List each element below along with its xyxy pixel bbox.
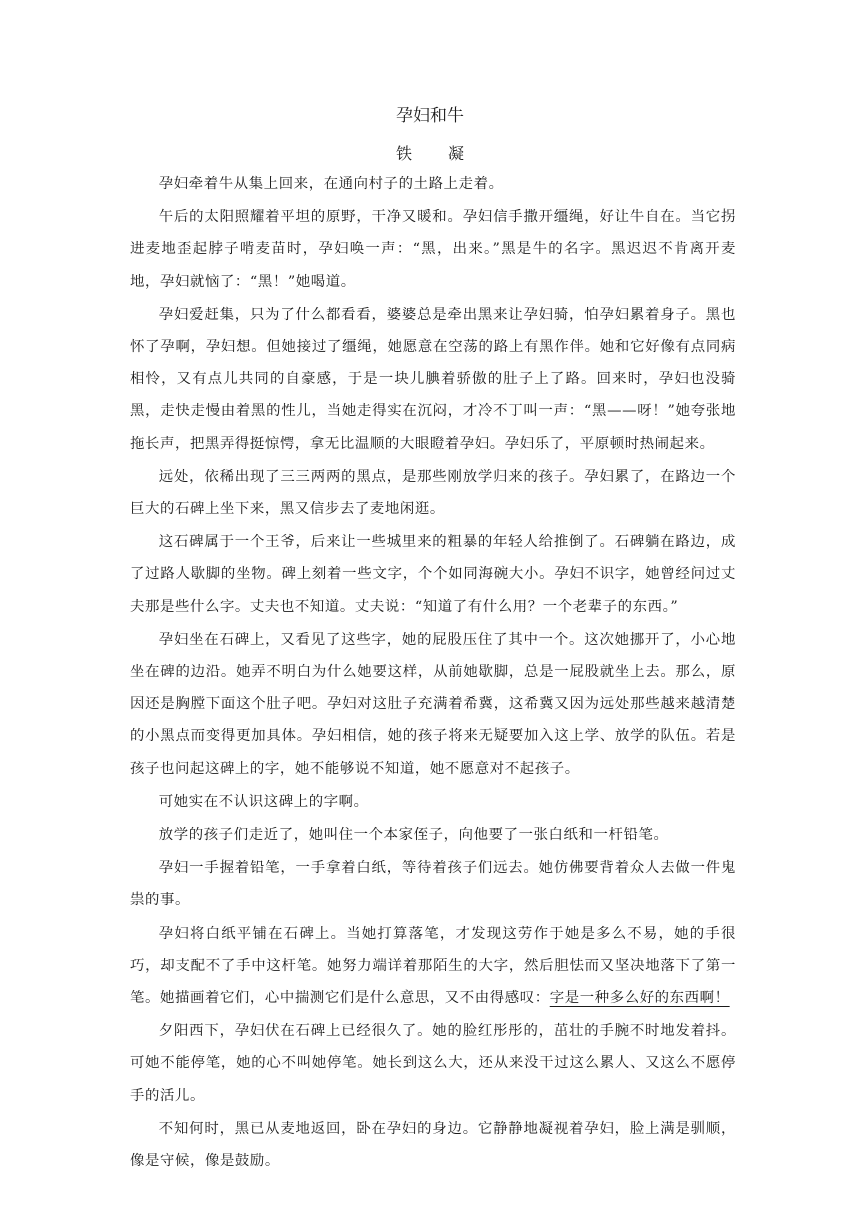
paragraph-2: 午后的太阳照耀着平坦的原野，干净又暖和。孕妇信手撒开缰绳，好让牛自在。当它拐进麦地歪起脖子啃麦苗时，孕妇唤一声：“黑，出来。”黑是牛的名字。黑迟迟不肯离开麦地，孕妇就恼了：“黑！”她喝道。: [130, 209, 736, 290]
author-name: 铁 凝: [395, 144, 474, 163]
paragraph-9: 孕妇一手握着铅笔，一手拿着白纸，等待着孩子们远去。她仿佛要背着众人去做一件鬼祟的事。: [130, 860, 736, 909]
paragraph-6: 孕妇坐在石碑上，又看见了这些字，她的屁股压住了其中一个。这次她挪开了，小心地坐在碑的边沿。她弄不明白为什么她要这样，从前她歇脚，总是一屁股就坐上去。那么，原因还是胸膛下面这个肚子吧。孕妇对这肚子充满着希冀，这希冀又因为远处那些越来越清楚的小黑点而变得更加具体。孕妇相信，她的孩子将来无疑要加入这上学、放学的队伍。若是孩子也问起这碑上的字，她不能够说不知道，她不愿意对不起孩子。: [130, 631, 736, 777]
document-body: [130, 168, 736, 1178]
paragraph-10-text: 孕妇将白纸平铺在石碑上。当她打算落笔，才发现这劳作于她是多么不易，她的手很巧，却支配不了手中这杆笔。她努力端详着那陌生的大字，然后胆怯而又坚决地落下了第一笔。她描画着它们，心中揣测它们是什么意思，又不由得感叹：: [130, 925, 736, 1007]
paragraph-12: 不知何时，黑已从麦地返回，卧在孕妇的身边。它静静地凝视着孕妇，脸上满是驯顺，像是守候，像是鼓励。: [130, 1120, 736, 1170]
paragraph-4: 远处，依稀出现了三三两两的黑点，是那些刚放学归来的孩子。孕妇累了，在路边一个巨大的石碑上坐下来，黑又信步去了麦地闲逛。: [130, 468, 736, 518]
paragraph-10: [130, 918, 736, 1015]
paragraph-8: 放学的孩子们走近了，她叫住一个本家侄子，向他要了一张白纸和一杆铅笔。: [158, 827, 669, 844]
paragraph-11: 夕阳西下，孕妇伏在石碑上已经很久了。她的脸红彤彤的，茁壮的手腕不时地发着抖。可她不能停笔，她的心不叫她停笔。她长到这么大，还从来没干过这么累人、又这么不愿停手的活儿。: [130, 1023, 736, 1104]
paragraph-7: 可她实在不认识这碑上的字啊。: [158, 793, 369, 810]
paragraph-1: 孕妇牵着牛从集上回来，在通向村子的土路上走着。: [158, 176, 504, 192]
underlined-sentence: 字是一种多么好的东西啊！: [549, 990, 730, 1007]
document-title: 孕妇和牛: [396, 106, 464, 126]
paragraph-5: 这石碑属于一个王爷，后来让一些城里来的粗暴的年轻人给推倒了。石碑躺在路边，成了过路人歇脚的坐物。碑上刻着一些文字，个个如同海碗大小。孕妇不识字，她曾经问过丈夫那是些什么字。丈夫也不知道。丈夫说：“知道了有什么用？一个老辈子的东西。”: [130, 534, 736, 615]
paragraph-3: 孕妇爱赶集，只为了什么都看看，婆婆总是牵出黑来让孕妇骑，怕孕妇累着身子。黑也怀了孕啊，孕妇想。但她接过了缰绳，她愿意在空荡的路上有黑作伴。她和它好像有点同病相怜，又有点儿共同的自豪感，于是一块儿腆着骄傲的肚子上了路。回来时，孕妇也没骑黑，走快走慢由着黑的性儿，当她走得实在沉闷，才冷不丁叫一声：“黑——呀！”她夸张地拖长声，把黑弄得挺惊愕，拿无比温顺的大眼瞪着孕妇。孕妇乐了，平原顿时热闹起来。: [130, 306, 736, 452]
